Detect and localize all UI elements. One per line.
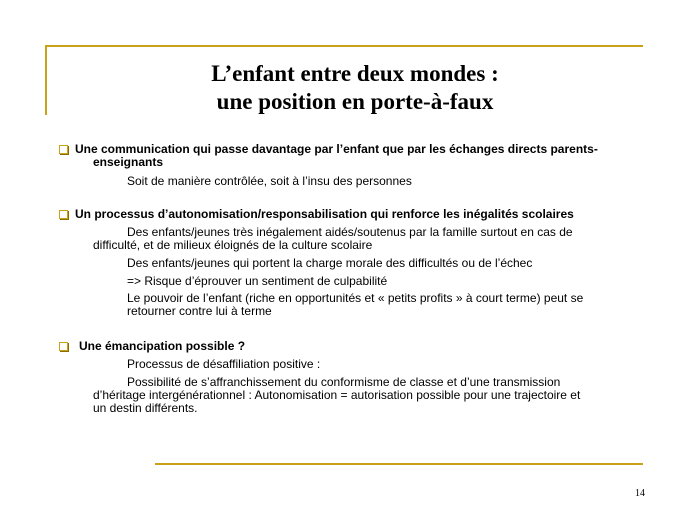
section1-heading-line1: Une communication qui passe davantage par l’enfant que par les échanges directs parents-: [75, 142, 598, 156]
section2-item-2: Des enfants/jeunes qui portent la charge morale des difficultés ou de l’échec: [127, 256, 533, 270]
section2-item-4-line2: retourner contre lui à terme: [127, 304, 272, 318]
section2-item-1-line1: Des enfants/jeunes très inégalement aidés/soutenus par la famille surtout en cas de: [127, 225, 573, 239]
section2-item-1-line2: difficulté, et de milieux éloignés de la culture scolaire: [93, 238, 373, 252]
checkbox-bullet-icon: [59, 145, 68, 154]
section1-item-1: Soit de manière contrôlée, soit à l’insu des personnes: [127, 174, 412, 188]
left-rule: [45, 45, 47, 115]
section2-heading: Un processus d’autonomisation/responsabilisation qui renforce les inégalités scolaires: [75, 207, 574, 221]
section3-item-1: Processus de désaffiliation positive :: [127, 357, 321, 371]
checkbox-bullet-icon: [59, 210, 68, 219]
slide-number: 14: [635, 488, 645, 499]
checkbox-bullet-icon: [59, 342, 68, 351]
title-line-1: L’enfant entre deux mondes :: [211, 61, 499, 86]
section1-heading-line2: enseignants: [93, 155, 164, 169]
section3-item-2-line3: un destin différents.: [93, 401, 198, 415]
bottom-rule: [155, 463, 643, 465]
title-line-2: une position en porte-à-faux: [216, 89, 494, 114]
section2-item-3: => Risque d’éprouver un sentiment de culpabilité: [127, 274, 388, 288]
section2-item-4-line1: Le pouvoir de l’enfant (riche en opportunités et « petits profits » à court terme) peut se: [127, 291, 584, 305]
section3-item-2-line1: Possibilité de s’affranchissement du conformisme de classe et d’une transmission: [127, 375, 561, 389]
slide-title: [60, 60, 650, 116]
section3-item-2-line2: d’héritage intergénérationnel : Autonomisation = autorisation possible pour une trajectoire et: [93, 388, 581, 402]
section3-heading: Une émancipation possible ?: [79, 339, 246, 353]
top-rule: [45, 45, 643, 47]
